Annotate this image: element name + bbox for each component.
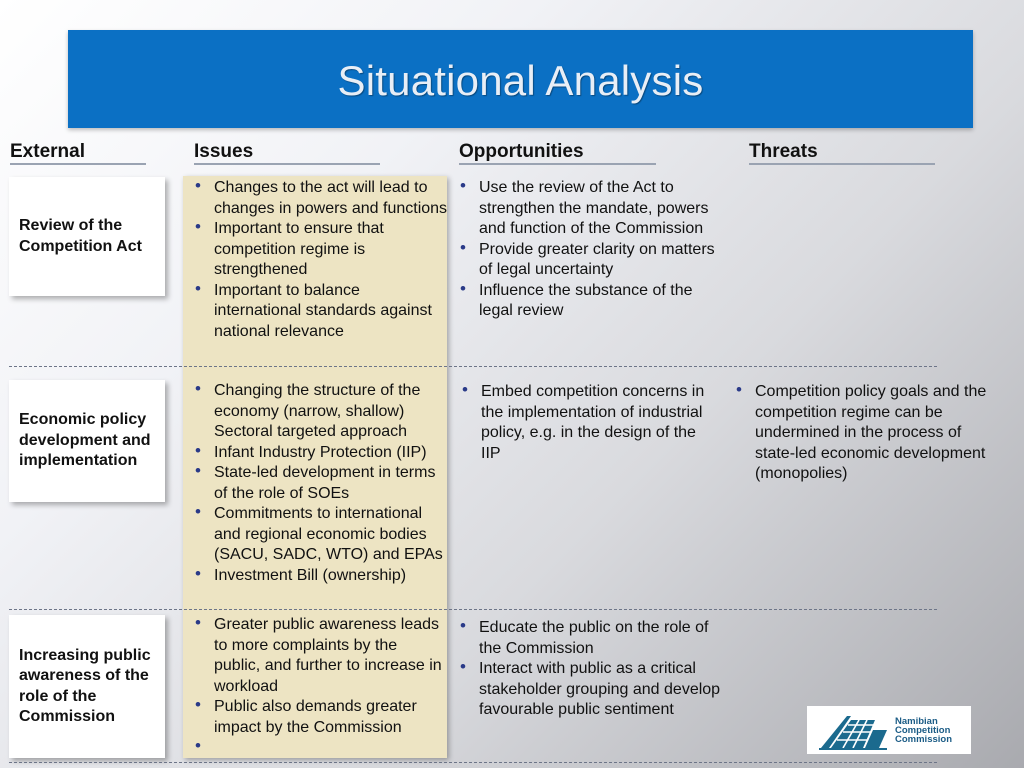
- opportunities-list-row-3: [459, 618, 721, 721]
- header-issues: Issues: [194, 141, 380, 165]
- header-opportunities: Opportunities: [459, 141, 656, 165]
- namibian-competition-commission-logo: [807, 706, 971, 754]
- logo-line-2: Competition: [895, 724, 951, 736]
- list-item: • Embed competition concerns in the implementation of industrial policy, e.g. in the design of the IIP: [461, 382, 711, 464]
- list-item: • Infant Industry Protection (IIP): [194, 443, 444, 464]
- list-item: • Educate the public on the role of the Commission: [459, 618, 721, 659]
- external-economic-policy: Economic policy development and implementation: [9, 380, 165, 502]
- list-item: • Changing the structure of the economy (narrow, shallow) Sectoral targeted approach: [194, 381, 444, 443]
- row-separator: [9, 762, 937, 763]
- issues-list-row-2: [194, 381, 444, 586]
- threats-list-row-2: [735, 382, 995, 485]
- list-item: • State-led development in terms of the role of SOEs: [194, 463, 444, 504]
- opportunities-list-row-1: [459, 178, 715, 322]
- logo-line-1: Namibian: [895, 715, 938, 727]
- title-banner: [68, 30, 973, 128]
- list-item: • Competition policy goals and the competition regime can be undermined in the process of state-led economic development (monopolies): [735, 382, 995, 485]
- row-separator: [9, 366, 937, 367]
- list-item: • Use the review of the Act to strengthen the mandate, powers and function of the Commission: [459, 178, 715, 240]
- external-review-of-competition-act: Review of the Competition Act: [9, 177, 165, 296]
- list-item: • Commitments to international and regional economic bodies (SACU, SADC, WTO) and EPAs: [194, 504, 444, 566]
- issues-list-row-1: [194, 178, 450, 342]
- list-item: • Investment Bill (ownership): [194, 566, 444, 587]
- list-item: • Changes to the act will lead to changes in powers and functions: [194, 178, 450, 219]
- list-item: • Public also demands greater impact by the Commission: [194, 697, 444, 738]
- logo-line-3: Commission: [895, 733, 953, 745]
- page-title: Situational Analysis: [337, 57, 704, 104]
- list-item: • Provide greater clarity on matters of legal uncertainty: [459, 240, 715, 281]
- list-item: • Influence the substance of the legal review: [459, 281, 715, 322]
- list-item: [194, 738, 444, 759]
- logo-text: [895, 717, 952, 744]
- issues-list-row-3: [194, 615, 444, 759]
- row-separator: [9, 609, 937, 610]
- list-item: • Important to balance international standards against national relevance: [194, 281, 450, 343]
- header-external: External: [10, 141, 146, 165]
- list-item: • Greater public awareness leads to more complaints by the public, and further to increase in workload: [194, 615, 444, 697]
- list-item: • Important to ensure that competition regime is strengthened: [194, 219, 450, 281]
- logo-grid-icon: [817, 710, 889, 750]
- header-threats: Threats: [749, 141, 935, 165]
- external-public-awareness: Increasing public awareness of the role of the Commission: [9, 615, 165, 758]
- list-item: • Interact with public as a critical stakeholder grouping and develop favourable public sentiment: [459, 659, 721, 721]
- opportunities-list-row-2: [461, 382, 711, 464]
